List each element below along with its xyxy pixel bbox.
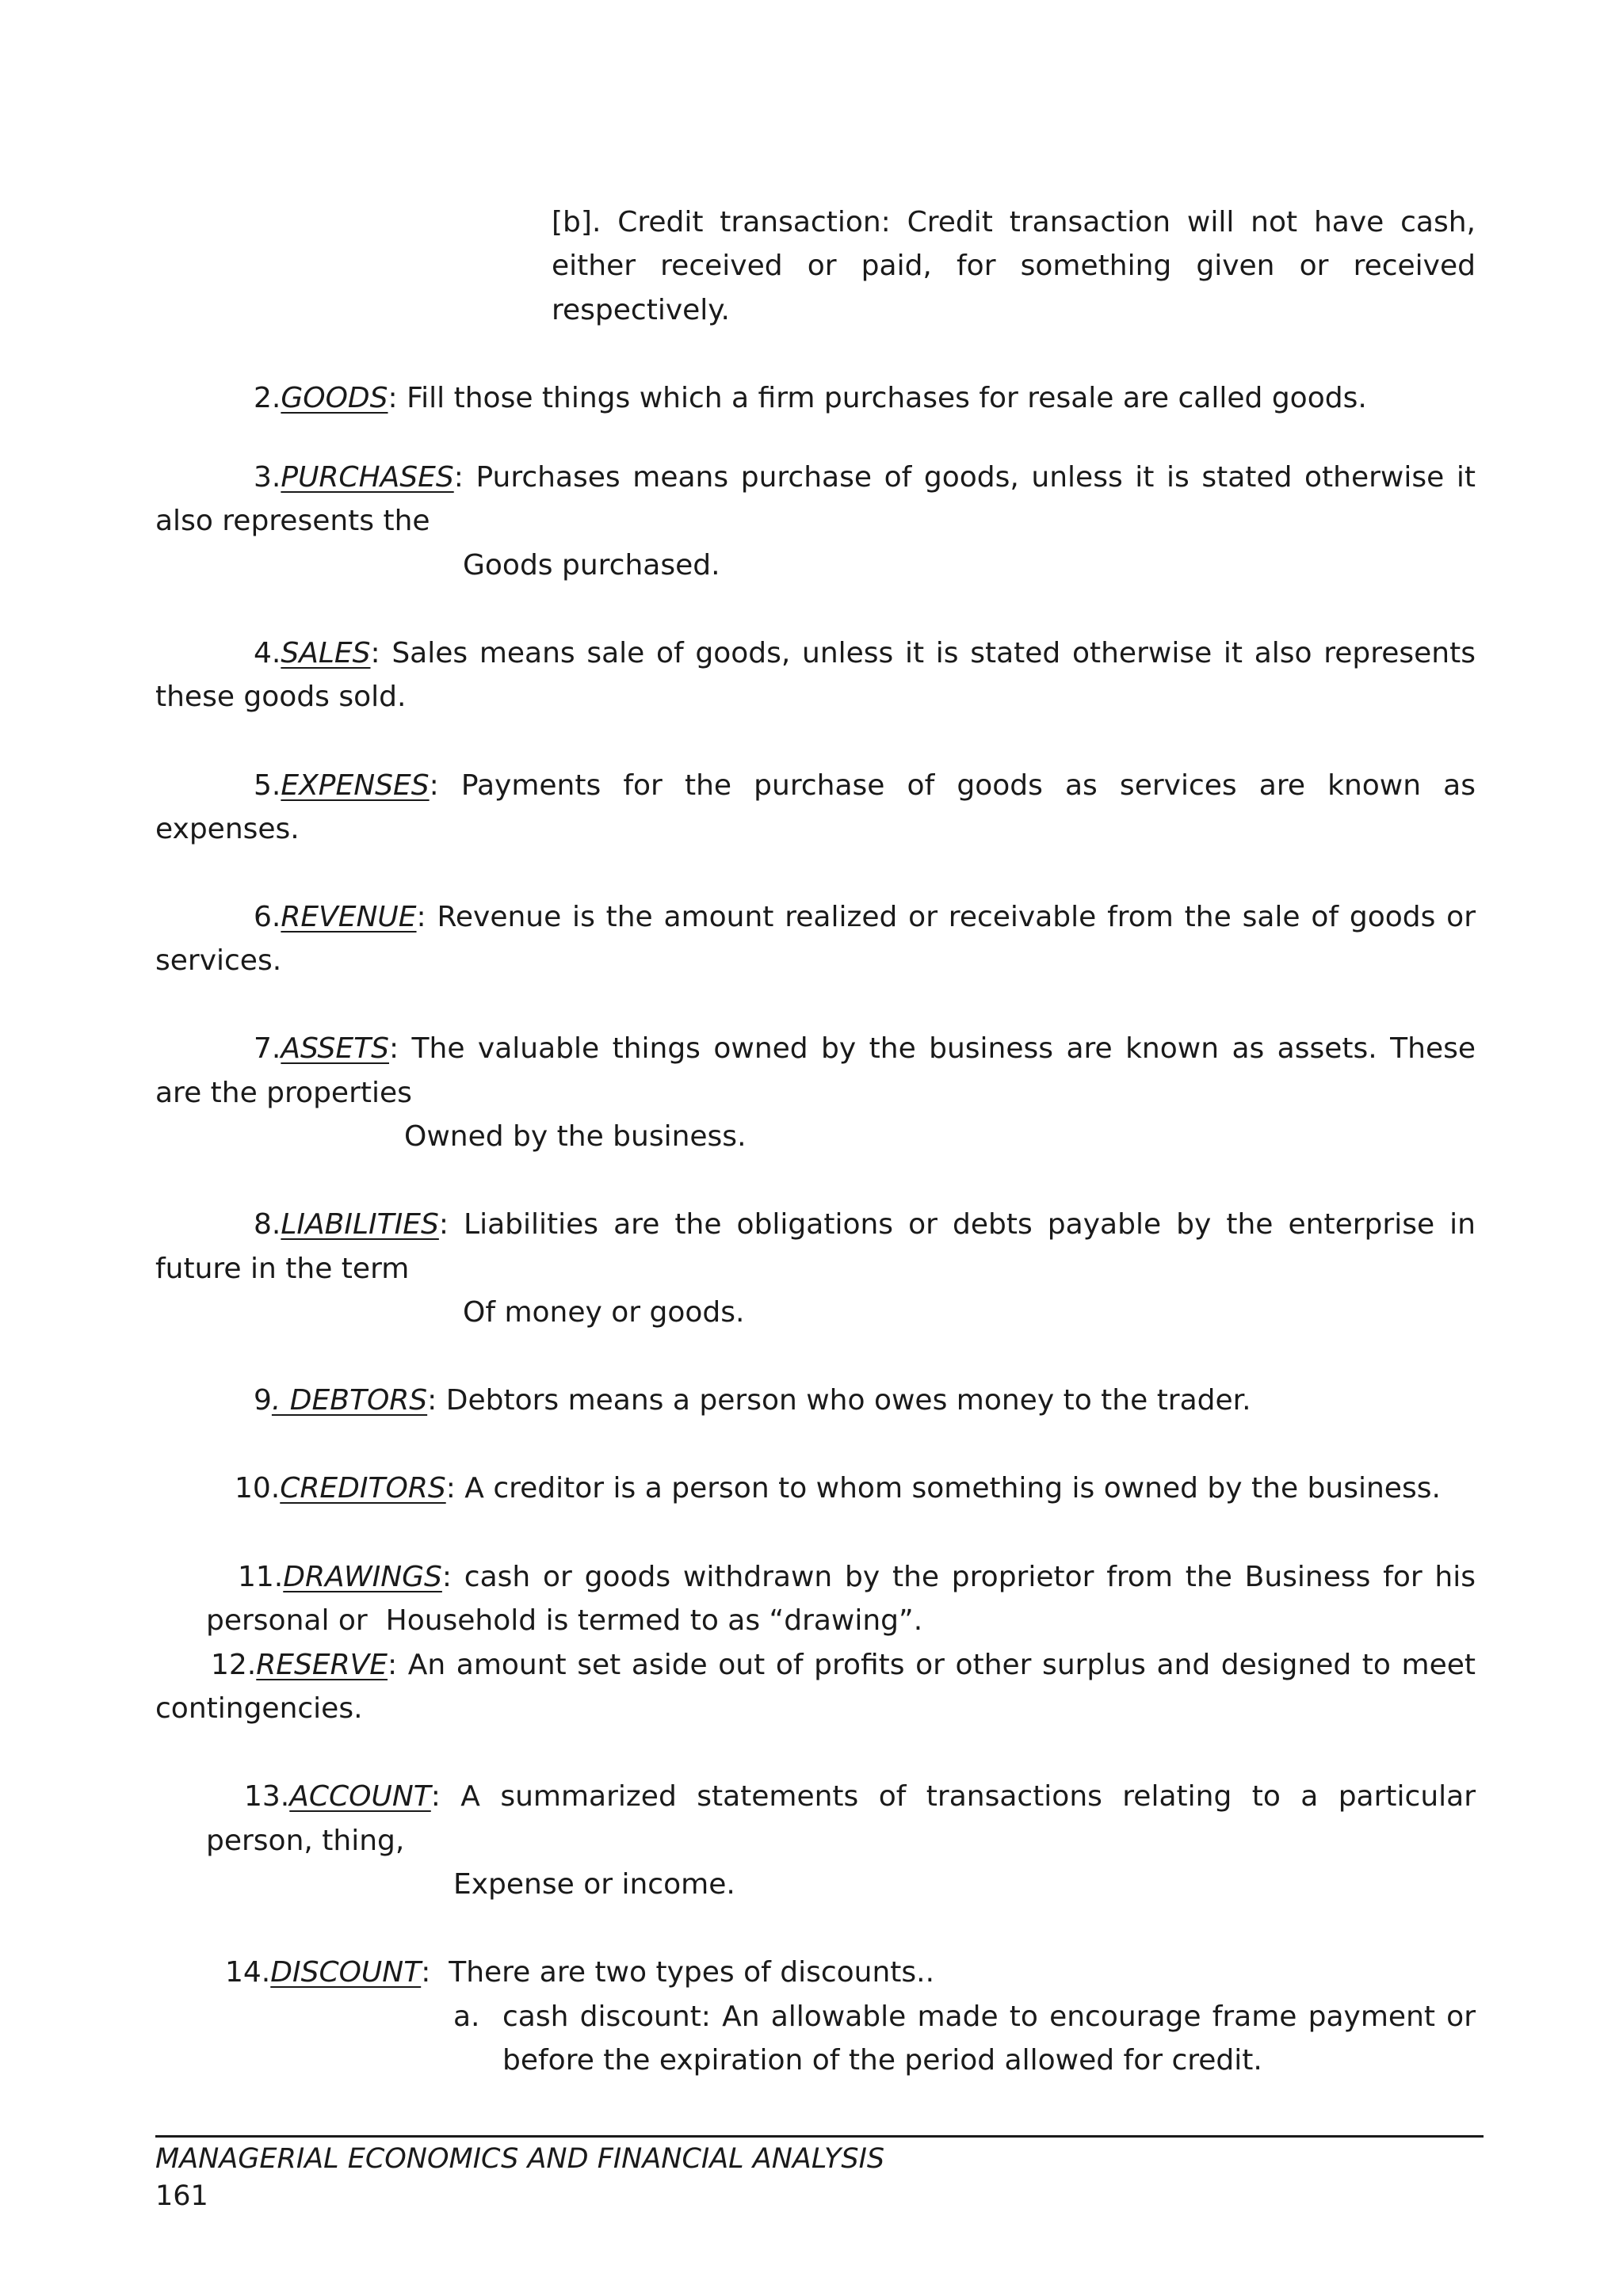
footer-rule [155, 2135, 1484, 2138]
term-goods: GOODS [281, 382, 388, 414]
definition-text: : Fill those things which a firm purchases for resale are called goods. [388, 382, 1367, 414]
definition-expenses-cont-1: expenses. [155, 813, 300, 845]
definition-account [244, 1780, 1476, 1813]
definition-account-cont-2: Expense or income. [453, 1868, 735, 1901]
page-number: 161 [155, 2180, 208, 2212]
definition-text: : An amount set aside out of profits or other surplus and designed to meet [388, 1649, 1476, 1681]
term-drawings: DRAWINGS [283, 1561, 442, 1593]
definition-revenue [254, 903, 1476, 932]
definition-drawings [238, 1563, 1476, 1592]
credit-transaction-line-2: either received or paid, for something given or received [552, 250, 1476, 282]
definition-text: : Sales means sale of goods, unless it is stated otherwise it also represents [370, 637, 1476, 669]
definition-liabilities-cont-2: Of money or goods. [463, 1296, 745, 1329]
term-liabilities: LIABILITIES [281, 1208, 439, 1241]
definition-drawings-cont-1: personal or Household is termed to as “drawing”. [206, 1604, 923, 1637]
discount-item-a-label: a. [453, 2000, 480, 2033]
definition-creditors [235, 1474, 1441, 1503]
discount-item-a-line-2: before the expiration of the period allowed for credit. [502, 2044, 1262, 2077]
definition-text: : cash or goods withdrawn by the proprietor from the Business for his [441, 1561, 1476, 1593]
definition-revenue-cont-1: services. [155, 944, 282, 977]
term-debtors: . DEBTORS [271, 1384, 428, 1417]
term-account: ACCOUNT [289, 1780, 431, 1813]
definition-debtors [254, 1386, 1251, 1415]
definition-text: : Liabilities are the obligations or debts payable by the enterprise in [438, 1208, 1476, 1241]
item-number: 13. [244, 1780, 290, 1813]
term-expenses: EXPENSES [281, 769, 430, 802]
definition-discount [225, 1958, 934, 1987]
item-number: 14. [225, 1956, 271, 1989]
item-number: 2. [254, 382, 281, 414]
definition-sales [254, 639, 1476, 668]
term-reserve: RESERVE [256, 1649, 388, 1681]
definition-text: : The valuable things owned by the business are known as assets. These [389, 1032, 1476, 1065]
item-number: 10. [235, 1472, 281, 1505]
definition-purchases [254, 463, 1476, 492]
credit-transaction-line-3: respectively. [552, 294, 730, 326]
term-creditors: CREDITORS [280, 1472, 446, 1505]
definition-assets-cont-1: are the properties [155, 1077, 412, 1109]
item-number: 3. [254, 461, 281, 494]
term-sales: SALES [281, 637, 371, 669]
item-number: 12. [211, 1649, 257, 1681]
definition-sales-cont-1: these goods sold. [155, 681, 407, 713]
definition-reserve [211, 1651, 1476, 1680]
item-number: 11. [238, 1561, 284, 1593]
definition-text: : Purchases means purchase of goods, unless it is stated otherwise it [453, 461, 1476, 494]
definition-reserve-cont-1: contingencies. [155, 1692, 363, 1725]
definition-text: : Payments for the purchase of goods as services are known as [429, 769, 1476, 802]
definition-liabilities-cont-1: future in the term [155, 1253, 410, 1285]
definition-liabilities [254, 1208, 1476, 1241]
item-number: 8. [254, 1208, 281, 1241]
definition-text: : A summarized statements of transactions relating to a particular [430, 1780, 1476, 1813]
definition-account-cont-1: person, thing, [206, 1825, 405, 1857]
definition-expenses [254, 769, 1476, 802]
definition-text: : Revenue is the amount realized or receivable from the sale of goods or [416, 901, 1476, 933]
term-purchases: PURCHASES [281, 461, 454, 494]
credit-transaction-line-1: [b]. Credit transaction: Credit transaction will not have cash, [552, 206, 1476, 238]
item-number: 4. [254, 637, 281, 669]
item-number: 6. [254, 901, 281, 933]
definition-purchases-cont-2: Goods purchased. [463, 549, 720, 582]
definition-text: : There are two types of discounts.. [421, 1956, 935, 1989]
definition-text: : A creditor is a person to whom something is owned by the business. [445, 1472, 1441, 1505]
item-number: 7. [254, 1032, 281, 1065]
item-number: 5. [254, 769, 281, 802]
term-revenue: REVENUE [281, 901, 417, 933]
definition-goods [254, 384, 1367, 413]
discount-item-a-line-1: cash discount: An allowable made to encourage frame payment or [502, 2000, 1476, 2033]
definition-assets-cont-2: Owned by the business. [404, 1120, 747, 1153]
footer-title: MANAGERIAL ECONOMICS AND FINANCIAL ANALYSIS [155, 2143, 885, 2175]
definition-purchases-cont-1: also represents the [155, 505, 430, 537]
item-number: 9 [254, 1384, 272, 1417]
term-assets: ASSETS [281, 1032, 389, 1065]
definition-assets [254, 1032, 1476, 1065]
term-discount: DISCOUNT [270, 1956, 422, 1989]
definition-text: : Debtors means a person who owes money to the trader. [427, 1384, 1251, 1417]
